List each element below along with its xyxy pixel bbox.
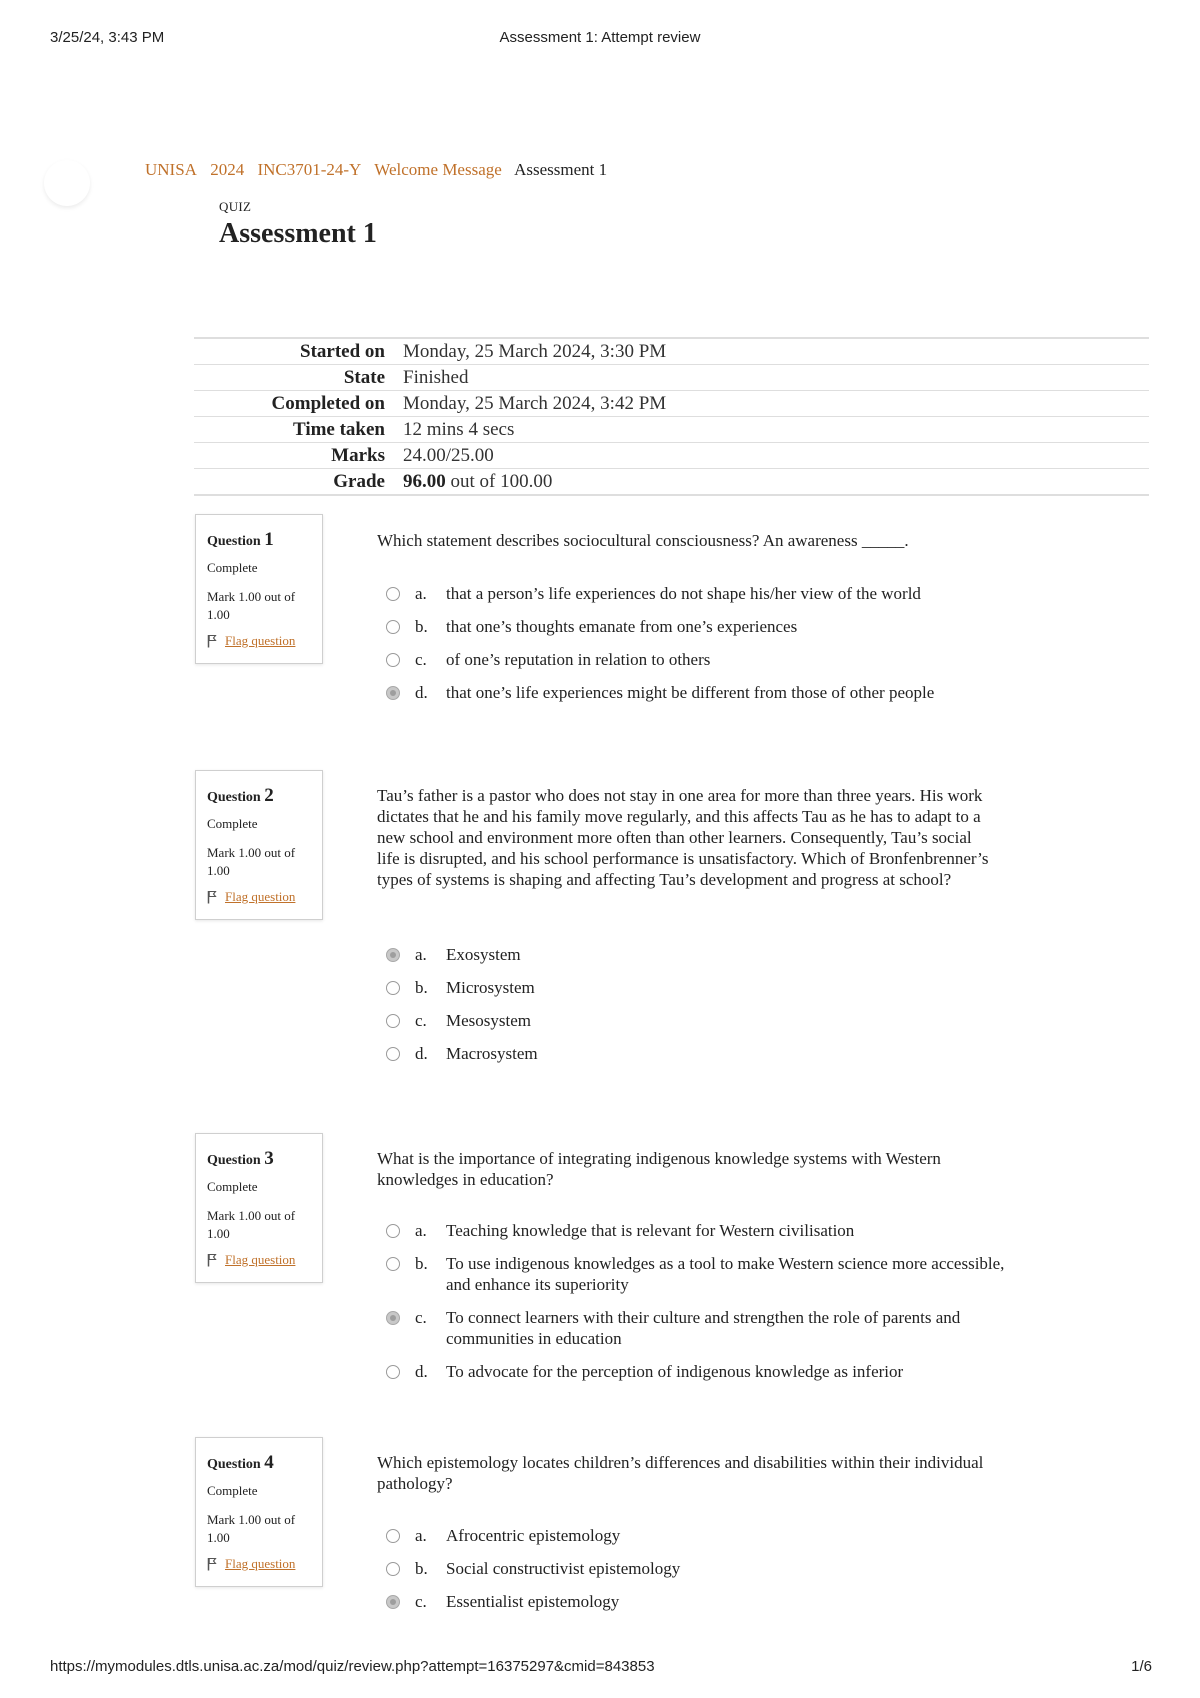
question-mark: Mark 1.00 out of 1.00 [207, 845, 296, 878]
answer-option[interactable]: a. Teaching knowledge that is relevant for Western civilisation [386, 1220, 1006, 1241]
question-4-text: Which epistemology locates children’s differences and disabilities within their individual pathology? [377, 1453, 984, 1493]
flag-question-link[interactable]: Flag question [225, 1556, 296, 1571]
question-state: Complete [207, 560, 258, 575]
question-number: Question 3 [207, 1148, 274, 1169]
radio-button[interactable] [386, 1365, 400, 1379]
answer-option[interactable]: d. Macrosystem [386, 1043, 1006, 1064]
answer-option[interactable]: c. Essentialist epistemology [386, 1591, 1006, 1612]
page-number: 1/6 [1131, 1658, 1152, 1675]
answer-option[interactable]: b. Microsystem [386, 977, 1006, 998]
answer-option[interactable]: c. To connect learners with their culture and strengthen the role of parents and communities in education [386, 1307, 1006, 1349]
question-4-answers [386, 1525, 1006, 1624]
radio-button[interactable] [386, 981, 400, 995]
breadcrumb-item-course[interactable]: INC3701-24-Y [257, 160, 362, 179]
flag-icon [207, 634, 217, 648]
question-state: Complete [207, 1483, 258, 1498]
page-url: https://mymodules.dtls.unisa.ac.za/mod/quiz/review.php?attempt=16375297&cmid=843853 [50, 1658, 655, 1675]
flag-question-link[interactable]: Flag question [225, 1252, 296, 1267]
radio-button[interactable] [386, 653, 400, 667]
radio-button-selected[interactable] [386, 686, 400, 700]
summary-key: Marks [194, 443, 395, 469]
answer-option[interactable]: c. Mesosystem [386, 1010, 1006, 1031]
flag-question [207, 889, 322, 905]
summary-value: Monday, 25 March 2024, 3:30 PM [395, 338, 1149, 365]
summary-value: Finished [395, 365, 1149, 391]
answer-option[interactable]: d. To advocate for the perception of indigenous knowledge as inferior [386, 1361, 1006, 1382]
answer-option[interactable]: b. that one’s thoughts emanate from one’s experiences [386, 616, 1006, 637]
question-mark: Mark 1.00 out of 1.00 [207, 589, 296, 622]
radio-button[interactable] [386, 1047, 400, 1061]
summary-row-grade [194, 469, 1149, 496]
page-title: Assessment 1 [219, 218, 377, 249]
answer-option[interactable]: a. that a person’s life experiences do not shape his/her view of the world [386, 583, 1006, 604]
question-number: Question 1 [207, 529, 274, 550]
flag-icon [207, 890, 217, 904]
answer-option[interactable]: b. Social constructivist epistemology [386, 1558, 1006, 1579]
breadcrumb-item-current: Assessment 1 [514, 160, 608, 179]
summary-key: Started on [194, 338, 395, 365]
summary-row-completed [194, 391, 1149, 417]
question-3-info [195, 1133, 323, 1283]
summary-key: State [194, 365, 395, 391]
answer-option[interactable]: a. Exosystem [386, 944, 1006, 965]
breadcrumb-item-unisa[interactable]: UNISA [145, 160, 197, 179]
flag-question [207, 1252, 322, 1268]
radio-button-selected[interactable] [386, 1595, 400, 1609]
breadcrumb-item-year[interactable]: 2024 [210, 160, 245, 179]
flag-question-link[interactable]: Flag question [225, 889, 296, 904]
question-state: Complete [207, 816, 258, 831]
summary-value: 12 mins 4 secs [395, 417, 1149, 443]
print-header [0, 29, 1200, 49]
summary-row-marks [194, 443, 1149, 469]
question-2-answers [386, 944, 1006, 1076]
radio-button[interactable] [386, 620, 400, 634]
summary-row-started [194, 338, 1149, 365]
question-mark: Mark 1.00 out of 1.00 [207, 1512, 296, 1545]
question-number: Question 4 [207, 1452, 274, 1473]
flag-question [207, 633, 322, 649]
summary-key: Completed on [194, 391, 395, 417]
radio-button[interactable] [386, 1562, 400, 1576]
summary-key: Time taken [194, 417, 395, 443]
question-2-text: Tau’s father is a pastor who does not stay in one area for more than three years. His work dictates that he and his family move regularly, and this affects Tau as he has to adapt to a new school and environment more often than other learners. Consequently, Tau’s social life is disrupted, and his school performance is unsatisfactory. Which of Bronfenbrenner’s types of systems is shaping and affecting Tau’s development and progress at school? [377, 786, 989, 889]
radio-button[interactable] [386, 1529, 400, 1543]
radio-button[interactable] [386, 587, 400, 601]
question-state: Complete [207, 1179, 258, 1194]
question-1-answers [386, 583, 1006, 715]
summary-value: 24.00/25.00 [395, 443, 1149, 469]
question-1-text: Which statement describes sociocultural consciousness? An awareness _____. [377, 531, 909, 550]
flag-icon [207, 1253, 217, 1267]
print-footer [0, 1658, 1200, 1678]
summary-value: Monday, 25 March 2024, 3:42 PM [395, 391, 1149, 417]
summary-row-time-taken [194, 417, 1149, 443]
breadcrumb-item-welcome[interactable]: Welcome Message [374, 160, 502, 179]
radio-button-selected[interactable] [386, 1311, 400, 1325]
answer-option[interactable]: a. Afrocentric epistemology [386, 1525, 1006, 1546]
flag-question [207, 1556, 322, 1572]
question-1-info [195, 514, 323, 664]
question-mark: Mark 1.00 out of 1.00 [207, 1208, 296, 1241]
question-3-text: What is the importance of integrating indigenous knowledge systems with Western knowledges in education? [377, 1149, 941, 1189]
page-label: QUIZ [219, 199, 252, 214]
question-2-info [195, 770, 323, 920]
flag-icon [207, 1557, 217, 1571]
question-4-info [195, 1437, 323, 1587]
print-datetime: 3/25/24, 3:43 PM [50, 29, 165, 46]
attempt-summary-table [194, 337, 1149, 496]
question-3-answers [386, 1220, 1006, 1394]
print-page-title: Assessment 1: Attempt review [499, 29, 701, 46]
answer-option[interactable]: c. of one’s reputation in relation to others [386, 649, 1006, 670]
summary-row-state [194, 365, 1149, 391]
grade-value: 96.00 [403, 470, 446, 492]
radio-button-selected[interactable] [386, 948, 400, 962]
answer-option[interactable]: d. that one’s life experiences might be different from those of other people [386, 682, 1006, 703]
question-number: Question 2 [207, 785, 274, 806]
drawer-toggle-button[interactable] [44, 160, 90, 206]
radio-button[interactable] [386, 1257, 400, 1271]
breadcrumb [145, 160, 607, 180]
answer-option[interactable]: b. To use indigenous knowledges as a tool to make Western science more accessible, and enhance its superiority [386, 1253, 1006, 1295]
radio-button[interactable] [386, 1014, 400, 1028]
flag-question-link[interactable]: Flag question [225, 633, 296, 648]
summary-value [395, 469, 1149, 496]
grade-out-of: out of 100.00 [445, 470, 553, 492]
radio-button[interactable] [386, 1224, 400, 1238]
summary-key: Grade [194, 469, 395, 496]
